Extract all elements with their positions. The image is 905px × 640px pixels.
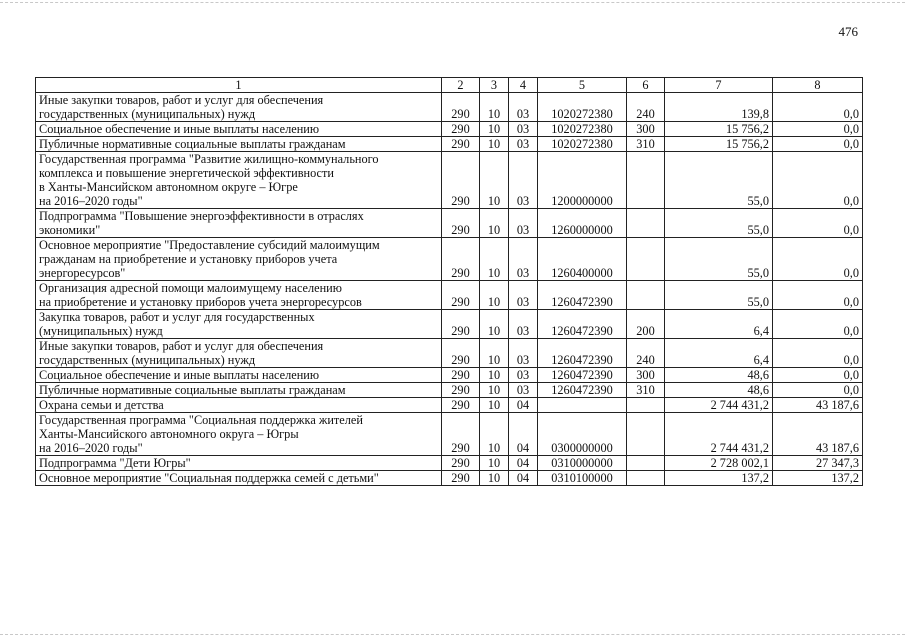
code-cell: 290: [442, 281, 480, 310]
amount-cell: 0,0: [773, 383, 863, 398]
amount-cell: 27 347,3: [773, 456, 863, 471]
section-cell: 10: [480, 281, 509, 310]
subsection-cell: 03: [509, 93, 538, 122]
expense-type-cell: [627, 238, 665, 281]
amount-cell: 0,0: [773, 93, 863, 122]
target-article-cell: 1200000000: [538, 152, 627, 209]
row-name-cell: Подпрограмма "Дети Югры": [36, 456, 442, 471]
amount-cell: 0,0: [773, 339, 863, 368]
code-cell: 290: [442, 137, 480, 152]
subsection-cell: 03: [509, 238, 538, 281]
table-row: [36, 310, 863, 339]
subsection-cell: 04: [509, 413, 538, 456]
header-cell: 5: [538, 78, 627, 93]
expense-type-cell: 310: [627, 137, 665, 152]
amount-cell: 137,2: [665, 471, 773, 486]
code-cell: 290: [442, 310, 480, 339]
amount-cell: 0,0: [773, 122, 863, 137]
amount-cell: 139,8: [665, 93, 773, 122]
row-name-cell: Основное мероприятие "Социальная поддержка семей с детьми": [36, 471, 442, 486]
amount-cell: 0,0: [773, 281, 863, 310]
table-row: [36, 471, 863, 486]
expense-type-cell: [627, 456, 665, 471]
code-cell: 290: [442, 93, 480, 122]
table-row: [36, 368, 863, 383]
expense-type-cell: 240: [627, 93, 665, 122]
code-cell: 290: [442, 456, 480, 471]
table-row: [36, 93, 863, 122]
row-name-cell: Государственная программа "Социальная поддержка жителей Ханты-Мансийского автономного округа – Югры на 2016–2020 годы": [36, 413, 442, 456]
code-cell: 290: [442, 339, 480, 368]
subsection-cell: 03: [509, 209, 538, 238]
amount-cell: 0,0: [773, 310, 863, 339]
amount-cell: 2 744 431,2: [665, 398, 773, 413]
row-name-cell: Закупка товаров, работ и услуг для государственных (муниципальных) нужд: [36, 310, 442, 339]
section-cell: 10: [480, 383, 509, 398]
section-cell: 10: [480, 310, 509, 339]
target-article-cell: [538, 398, 627, 413]
amount-cell: 43 187,6: [773, 398, 863, 413]
table-row: [36, 398, 863, 413]
header-cell: 6: [627, 78, 665, 93]
budget-table: [35, 77, 863, 486]
section-cell: 10: [480, 368, 509, 383]
header-cell: 2: [442, 78, 480, 93]
section-cell: 10: [480, 413, 509, 456]
section-cell: 10: [480, 238, 509, 281]
target-article-cell: 1020272380: [538, 93, 627, 122]
amount-cell: 55,0: [665, 152, 773, 209]
table-row: [36, 413, 863, 456]
table-row: [36, 137, 863, 152]
expense-type-cell: 240: [627, 339, 665, 368]
page-number: 476: [838, 24, 858, 39]
section-cell: 10: [480, 93, 509, 122]
expense-type-cell: [627, 281, 665, 310]
amount-cell: 15 756,2: [665, 122, 773, 137]
amount-cell: 0,0: [773, 368, 863, 383]
code-cell: 290: [442, 383, 480, 398]
amount-cell: 6,4: [665, 339, 773, 368]
code-cell: 290: [442, 152, 480, 209]
subsection-cell: 03: [509, 152, 538, 209]
target-article-cell: 1020272380: [538, 137, 627, 152]
subsection-cell: 03: [509, 383, 538, 398]
expense-type-cell: [627, 152, 665, 209]
amount-cell: 48,6: [665, 383, 773, 398]
code-cell: 290: [442, 398, 480, 413]
header-cell: 4: [509, 78, 538, 93]
scan-edge-top: [0, 2, 905, 3]
amount-cell: 55,0: [665, 209, 773, 238]
section-cell: 10: [480, 137, 509, 152]
amount-cell: 48,6: [665, 368, 773, 383]
expense-type-cell: [627, 398, 665, 413]
table-row: [36, 281, 863, 310]
subsection-cell: 03: [509, 368, 538, 383]
section-cell: 10: [480, 339, 509, 368]
amount-cell: 0,0: [773, 238, 863, 281]
amount-cell: 6,4: [665, 310, 773, 339]
target-article-cell: 0300000000: [538, 413, 627, 456]
target-article-cell: 1260472390: [538, 339, 627, 368]
expense-type-cell: 310: [627, 383, 665, 398]
target-article-cell: 1260472390: [538, 281, 627, 310]
table-row: [36, 456, 863, 471]
row-name-cell: Иные закупки товаров, работ и услуг для обеспечения государственных (муниципальных) нужд: [36, 93, 442, 122]
row-name-cell: Охрана семьи и детства: [36, 398, 442, 413]
amount-cell: 2 728 002,1: [665, 456, 773, 471]
header-row: [36, 78, 863, 93]
table-row: [36, 209, 863, 238]
amount-cell: 55,0: [665, 238, 773, 281]
subsection-cell: 03: [509, 281, 538, 310]
code-cell: 290: [442, 471, 480, 486]
row-name-cell: Социальное обеспечение и иные выплаты населению: [36, 368, 442, 383]
row-name-cell: Публичные нормативные социальные выплаты гражданам: [36, 137, 442, 152]
table-row: [36, 152, 863, 209]
code-cell: 290: [442, 209, 480, 238]
code-cell: 290: [442, 122, 480, 137]
row-name-cell: Подпрограмма "Повышение энергоэффективности в отраслях экономики": [36, 209, 442, 238]
target-article-cell: 0310100000: [538, 471, 627, 486]
amount-cell: 137,2: [773, 471, 863, 486]
subsection-cell: 04: [509, 471, 538, 486]
row-name-cell: Иные закупки товаров, работ и услуг для обеспечения государственных (муниципальных) нужд: [36, 339, 442, 368]
subsection-cell: 03: [509, 310, 538, 339]
row-name-cell: Социальное обеспечение и иные выплаты населению: [36, 122, 442, 137]
expense-type-cell: [627, 413, 665, 456]
amount-cell: 43 187,6: [773, 413, 863, 456]
section-cell: 10: [480, 471, 509, 486]
subsection-cell: 03: [509, 137, 538, 152]
header-cell: 1: [36, 78, 442, 93]
target-article-cell: 1260400000: [538, 238, 627, 281]
target-article-cell: 1260472390: [538, 383, 627, 398]
subsection-cell: 04: [509, 398, 538, 413]
table-row: [36, 383, 863, 398]
header-cell: 7: [665, 78, 773, 93]
target-article-cell: 1260472390: [538, 368, 627, 383]
section-cell: 10: [480, 456, 509, 471]
subsection-cell: 04: [509, 456, 538, 471]
subsection-cell: 03: [509, 122, 538, 137]
table-row: [36, 238, 863, 281]
row-name-cell: Организация адресной помощи малоимущему населению на приобретение и установку приборов учета энергоресурсов: [36, 281, 442, 310]
expense-type-cell: 200: [627, 310, 665, 339]
target-article-cell: 0310000000: [538, 456, 627, 471]
amount-cell: 2 744 431,2: [665, 413, 773, 456]
table-row: [36, 122, 863, 137]
target-article-cell: 1260000000: [538, 209, 627, 238]
header-cell: 3: [480, 78, 509, 93]
row-name-cell: Основное мероприятие "Предоставление субсидий малоимущим гражданам на приобретение и установку приборов учета энергоресурсов": [36, 238, 442, 281]
code-cell: 290: [442, 413, 480, 456]
row-name-cell: Государственная программа "Развитие жилищно-коммунального комплекса и повышение энергетической эффективности в Ханты-Мансийском автономном округе – Югре на 2016–2020 годы": [36, 152, 442, 209]
code-cell: 290: [442, 368, 480, 383]
amount-cell: 0,0: [773, 152, 863, 209]
scan-edge-bottom: [0, 634, 905, 635]
expense-type-cell: [627, 471, 665, 486]
target-article-cell: 1260472390: [538, 310, 627, 339]
section-cell: 10: [480, 209, 509, 238]
amount-cell: 15 756,2: [665, 137, 773, 152]
subsection-cell: 03: [509, 339, 538, 368]
table-row: [36, 339, 863, 368]
amount-cell: 0,0: [773, 137, 863, 152]
section-cell: 10: [480, 122, 509, 137]
amount-cell: 0,0: [773, 209, 863, 238]
target-article-cell: 1020272380: [538, 122, 627, 137]
section-cell: 10: [480, 398, 509, 413]
expense-type-cell: [627, 209, 665, 238]
expense-type-cell: 300: [627, 368, 665, 383]
code-cell: 290: [442, 238, 480, 281]
row-name-cell: Публичные нормативные социальные выплаты гражданам: [36, 383, 442, 398]
amount-cell: 55,0: [665, 281, 773, 310]
section-cell: 10: [480, 152, 509, 209]
header-cell: 8: [773, 78, 863, 93]
expense-type-cell: 300: [627, 122, 665, 137]
